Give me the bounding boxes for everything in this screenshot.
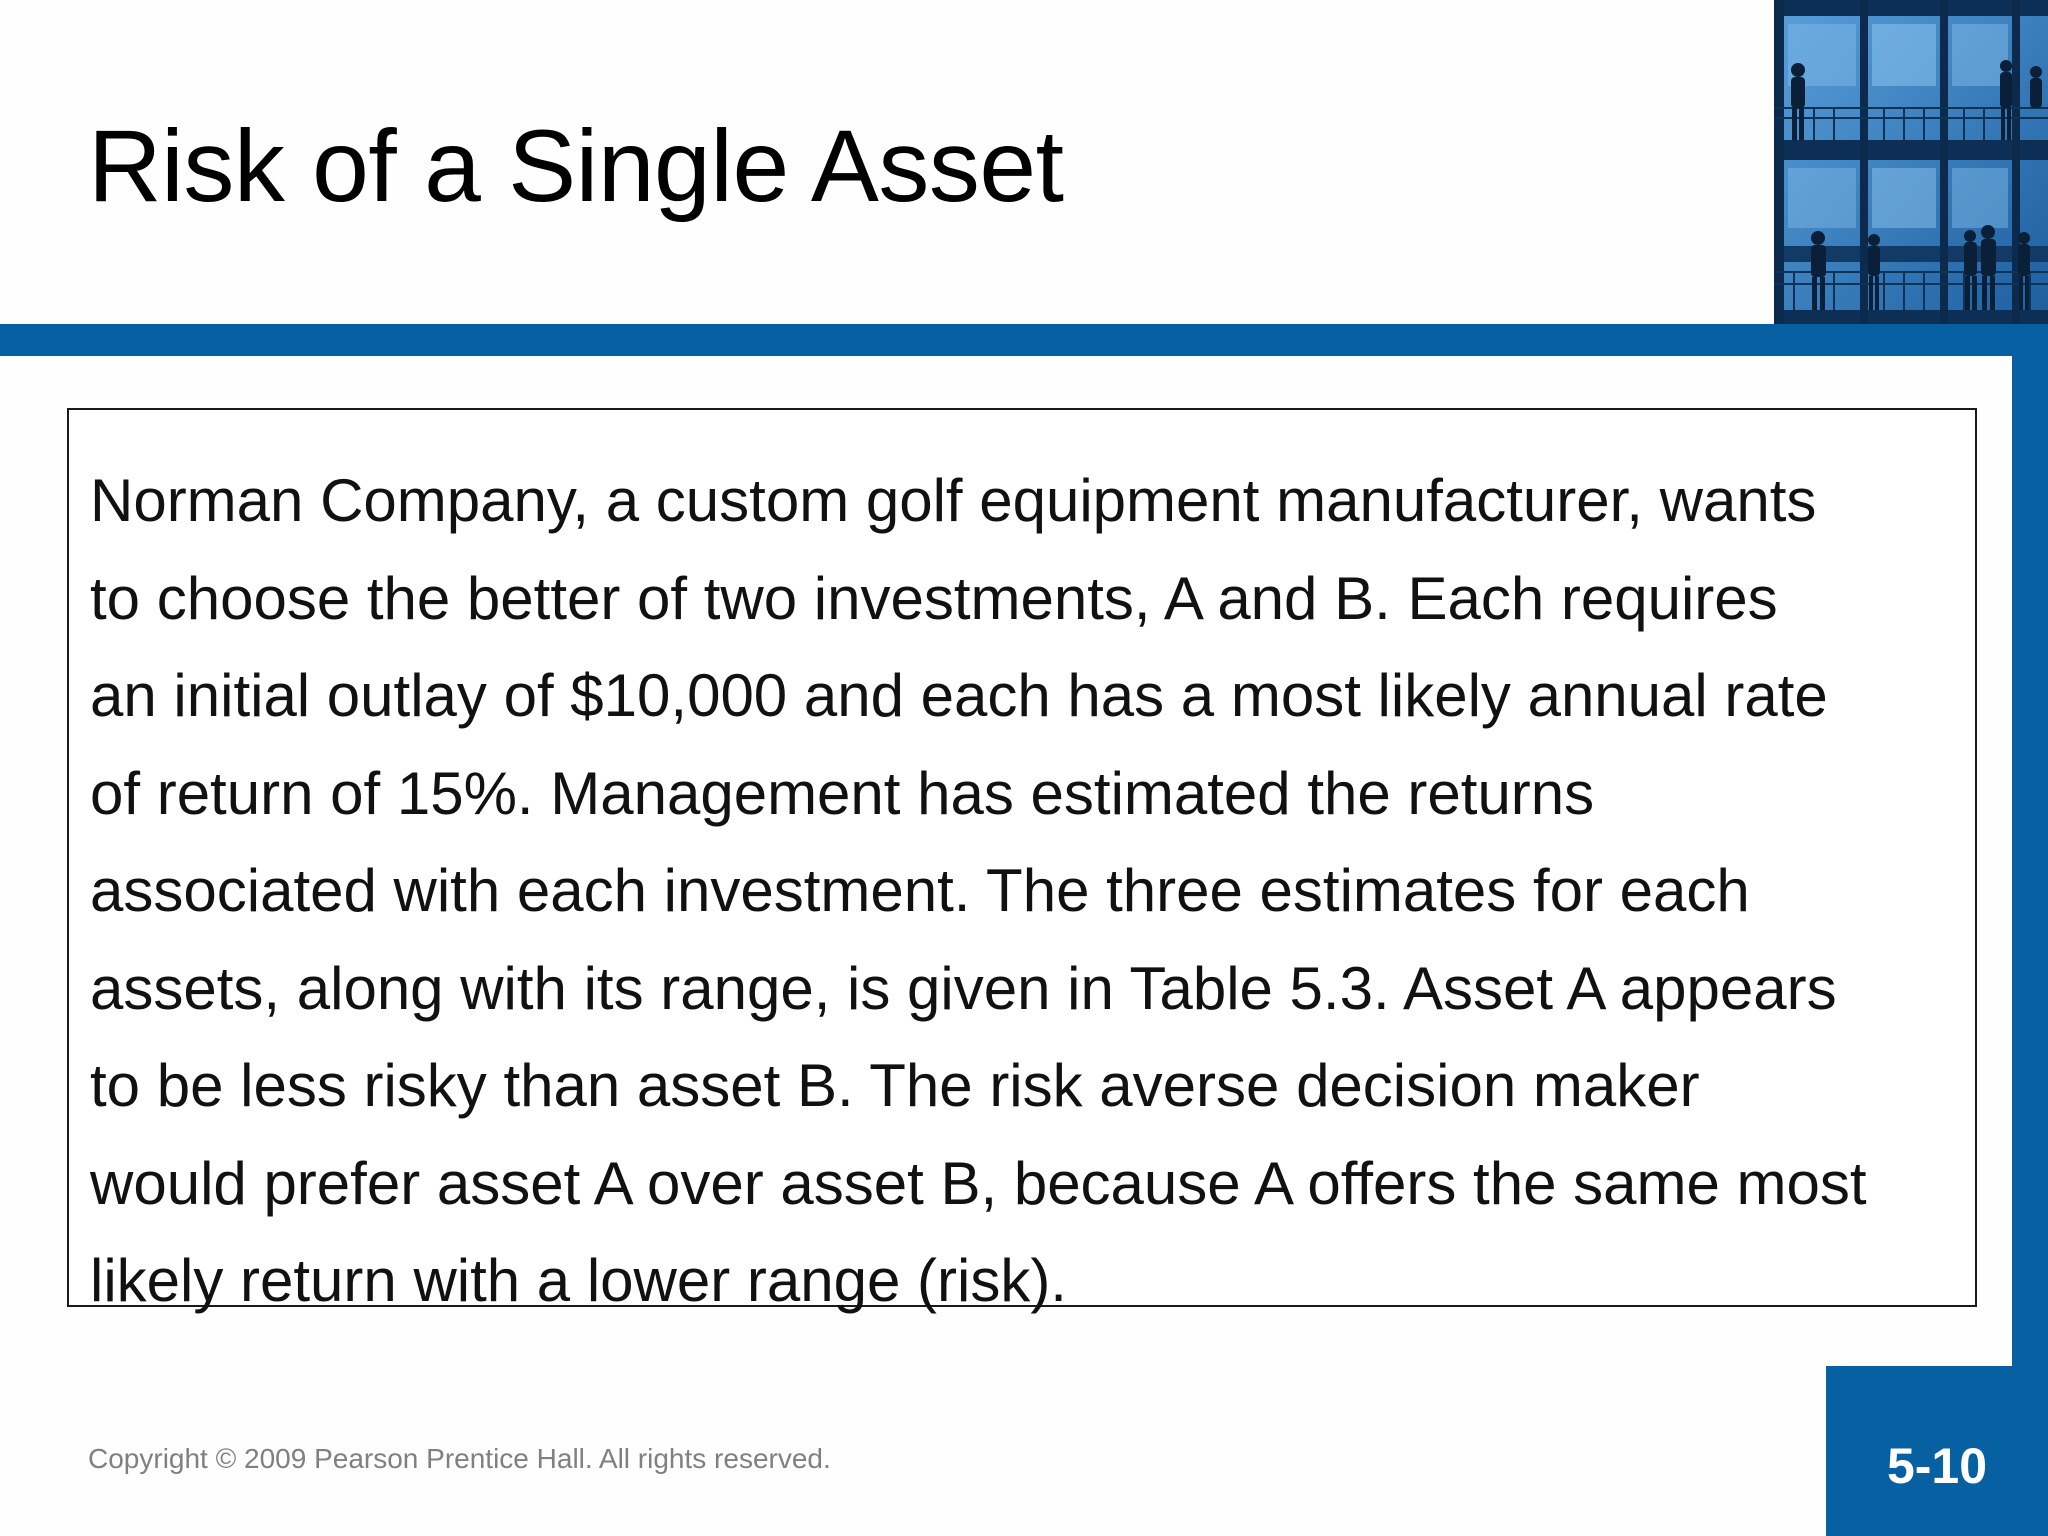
body-line: assets, along with its range, is given in Table 5.3. Asset A appears <box>90 954 1837 1022</box>
page-number: 5-10 <box>1886 1438 1988 1494</box>
body-line: to choose the better of two investments, A and B. Each requires <box>90 564 1778 632</box>
page-number-box <box>1826 1366 2048 1536</box>
body-line: Norman Company, a custom golf equipment manufacturer, wants <box>90 467 1817 534</box>
body-line: likely return with a lower range (risk). <box>90 1247 1067 1314</box>
content-box <box>67 408 1977 1314</box>
header-accent-bar <box>0 324 2048 356</box>
body-line: would prefer asset A over asset B, because A offers the same most <box>90 1149 1867 1217</box>
body-line: of return of 15%. Management has estimated the returns <box>90 759 1595 827</box>
copyright-notice: Copyright © 2009 Pearson Prentice Hall. All rights reserved. <box>88 1443 831 1474</box>
office-balcony-people-photo <box>1774 0 2048 324</box>
body-line: associated with each investment. The three estimates for each <box>90 857 1750 924</box>
body-line: to be less risky than asset B. The risk averse decision maker <box>90 1052 1700 1119</box>
right-accent-bar <box>2012 356 2048 1366</box>
body-line: an initial outlay of $10,000 and each has a most likely annual rate <box>90 662 1828 729</box>
body-paragraph <box>90 452 1960 1330</box>
slide-title: Risk of a Single Asset <box>88 109 1064 223</box>
